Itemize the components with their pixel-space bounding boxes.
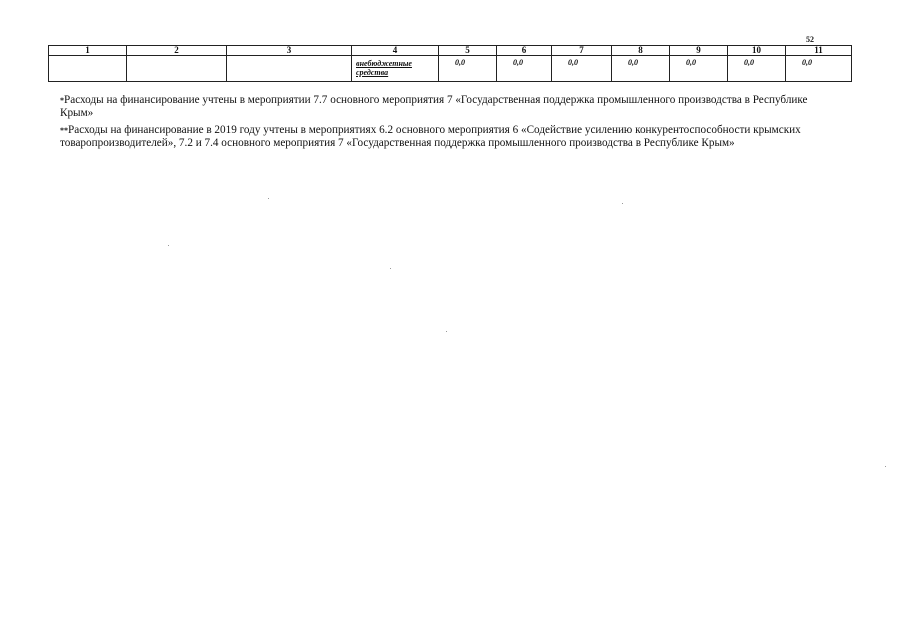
column-header: 2: [127, 46, 227, 56]
column-header: 3: [227, 46, 352, 56]
table-row: [49, 56, 852, 82]
value-cell: 0,0: [786, 56, 852, 82]
funding-source-line: средства: [356, 68, 389, 77]
column-header: 7: [552, 46, 612, 56]
footnote-text: Расходы на финансирование учтены в мероприятии 7.7 основного мероприятия 7 «Государственная поддержка промышленного производства в Республике Крым»: [60, 94, 808, 119]
column-header: 9: [670, 46, 728, 56]
page-number: 52: [806, 35, 814, 44]
footnote-marker: **: [60, 126, 68, 135]
footnote: [60, 124, 840, 150]
funding-source-line: внебюджетные: [356, 59, 412, 68]
footnotes: [60, 94, 840, 154]
scan-speck: [390, 268, 391, 269]
value-cell: 0,0: [439, 56, 497, 82]
scan-speck: [446, 331, 447, 332]
column-header: 8: [612, 46, 670, 56]
column-header: 6: [497, 46, 552, 56]
footnote: [60, 94, 840, 120]
scan-speck: [268, 198, 269, 199]
value-cell: 0,0: [670, 56, 728, 82]
funding-source-cell: [352, 56, 439, 82]
column-header: 10: [728, 46, 786, 56]
budget-table: [48, 45, 852, 82]
column-header: 1: [49, 46, 127, 56]
column-header: 11: [786, 46, 852, 56]
value-cell: 0,0: [612, 56, 670, 82]
scan-speck: [168, 245, 169, 246]
table-cell-empty: [227, 56, 352, 82]
column-header: 5: [439, 46, 497, 56]
column-header: 4: [352, 46, 439, 56]
table-header-row: [49, 46, 852, 56]
value-cell: 0,0: [552, 56, 612, 82]
footnote-text: Расходы на финансирование в 2019 году учтены в мероприятиях 6.2 основного мероприятия 6 «Содействие усилению конкурентоспособности крымских товаропроизводителей», 7.2 и 7.4 основного мероприятия 7 «Государственная поддержка промышленного производства в Республике Крым»: [60, 124, 801, 149]
scan-speck: [885, 466, 886, 467]
table-cell-empty: [127, 56, 227, 82]
value-cell: 0,0: [728, 56, 786, 82]
value-cell: 0,0: [497, 56, 552, 82]
table-cell-empty: [49, 56, 127, 82]
scan-speck: [622, 203, 623, 204]
footnote-marker: *: [60, 96, 64, 105]
